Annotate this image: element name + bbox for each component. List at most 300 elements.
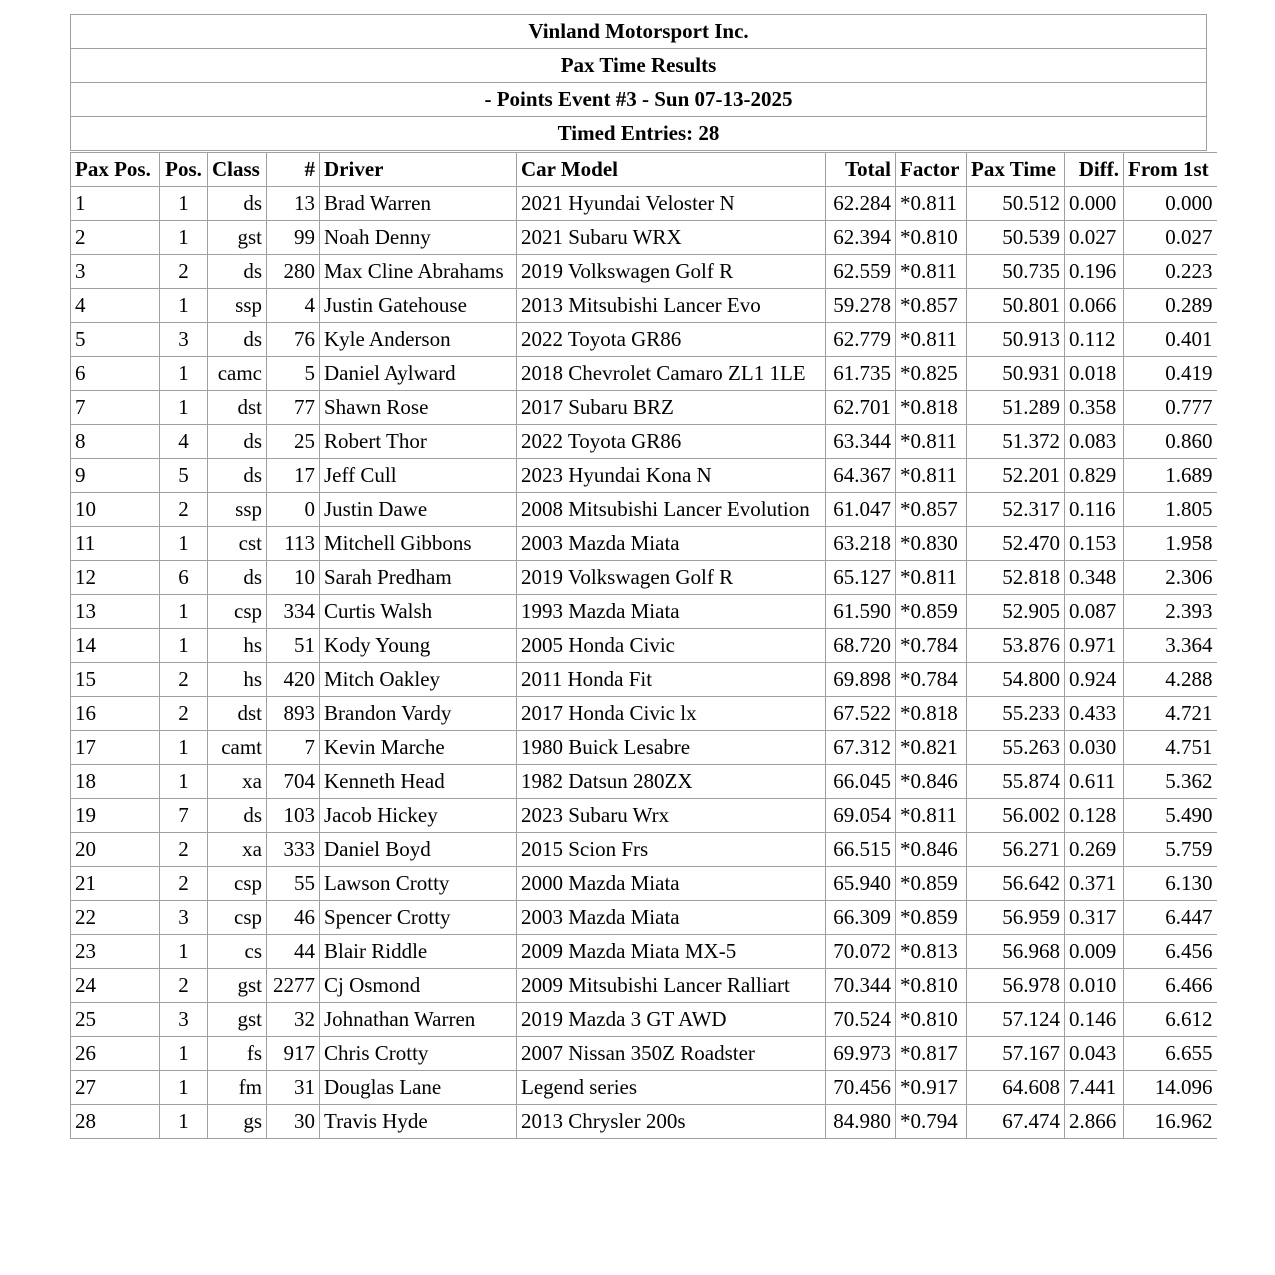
cell-class: ssp <box>208 289 267 323</box>
report-header <box>70 14 1207 151</box>
cell-total: 66.515 <box>826 833 896 867</box>
cell-pax-pos: 28 <box>71 1105 160 1139</box>
column-header-pax-time: Pax Time <box>967 153 1065 187</box>
cell-total: 84.980 <box>826 1105 896 1139</box>
cell-diff: 0.083 <box>1065 425 1124 459</box>
cell-car-model: 2022 Toyota GR86 <box>517 425 826 459</box>
cell-pos: 2 <box>160 867 208 901</box>
cell-factor: *0.857 <box>896 493 967 527</box>
cell-total: 62.284 <box>826 187 896 221</box>
table-row <box>71 425 1217 459</box>
cell-driver: Mitch Oakley <box>320 663 517 697</box>
cell-pax-pos: 14 <box>71 629 160 663</box>
table-row <box>71 459 1217 493</box>
cell-pos: 1 <box>160 527 208 561</box>
cell-class: gs <box>208 1105 267 1139</box>
table-row <box>71 663 1217 697</box>
cell-pax-time: 51.372 <box>967 425 1065 459</box>
cell-car-number: 17 <box>267 459 320 493</box>
cell-factor: *0.813 <box>896 935 967 969</box>
cell-pax-time: 50.512 <box>967 187 1065 221</box>
cell-factor: *0.859 <box>896 867 967 901</box>
cell-car-model: 2019 Volkswagen Golf R <box>517 561 826 595</box>
cell-from-first: 5.490 <box>1124 799 1217 833</box>
cell-class: hs <box>208 629 267 663</box>
cell-diff: 0.317 <box>1065 901 1124 935</box>
cell-pos: 1 <box>160 731 208 765</box>
cell-pos: 7 <box>160 799 208 833</box>
header-row <box>71 153 1217 187</box>
cell-car-number: 893 <box>267 697 320 731</box>
cell-from-first: 6.447 <box>1124 901 1217 935</box>
cell-from-first: 2.393 <box>1124 595 1217 629</box>
cell-class: csp <box>208 901 267 935</box>
cell-pax-time: 50.913 <box>967 323 1065 357</box>
cell-from-first: 4.721 <box>1124 697 1217 731</box>
cell-pax-pos: 26 <box>71 1037 160 1071</box>
cell-from-first: 14.096 <box>1124 1071 1217 1105</box>
cell-factor: *0.846 <box>896 765 967 799</box>
cell-pax-pos: 2 <box>71 221 160 255</box>
table-row <box>71 255 1217 289</box>
cell-factor: *0.784 <box>896 663 967 697</box>
cell-pax-time: 50.801 <box>967 289 1065 323</box>
cell-pax-pos: 25 <box>71 1003 160 1037</box>
column-header-diff: Diff. <box>1065 153 1124 187</box>
cell-from-first: 0.223 <box>1124 255 1217 289</box>
cell-car-number: 51 <box>267 629 320 663</box>
cell-car-number: 46 <box>267 901 320 935</box>
cell-pos: 4 <box>160 425 208 459</box>
cell-car-model: Legend series <box>517 1071 826 1105</box>
table-row <box>71 969 1217 1003</box>
cell-car-model: 2013 Mitsubishi Lancer Evo <box>517 289 826 323</box>
table-row <box>71 765 1217 799</box>
cell-total: 70.524 <box>826 1003 896 1037</box>
table-row <box>71 187 1217 221</box>
cell-car-number: 334 <box>267 595 320 629</box>
cell-total: 69.973 <box>826 1037 896 1071</box>
cell-from-first: 0.289 <box>1124 289 1217 323</box>
table-row <box>71 357 1217 391</box>
cell-diff: 0.269 <box>1065 833 1124 867</box>
cell-car-model: 2018 Chevrolet Camaro ZL1 1LE <box>517 357 826 391</box>
table-row <box>71 221 1217 255</box>
cell-pax-time: 54.800 <box>967 663 1065 697</box>
cell-pos: 1 <box>160 935 208 969</box>
cell-car-model: 2008 Mitsubishi Lancer Evolution <box>517 493 826 527</box>
cell-driver: Johnathan Warren <box>320 1003 517 1037</box>
cell-driver: Daniel Boyd <box>320 833 517 867</box>
cell-pax-time: 50.931 <box>967 357 1065 391</box>
cell-car-number: 7 <box>267 731 320 765</box>
cell-factor: *0.818 <box>896 697 967 731</box>
cell-pax-pos: 24 <box>71 969 160 1003</box>
cell-diff: 0.433 <box>1065 697 1124 731</box>
cell-car-number: 4 <box>267 289 320 323</box>
cell-pax-pos: 11 <box>71 527 160 561</box>
cell-from-first: 6.466 <box>1124 969 1217 1003</box>
cell-diff: 0.010 <box>1065 969 1124 1003</box>
cell-pax-time: 52.818 <box>967 561 1065 595</box>
cell-driver: Brad Warren <box>320 187 517 221</box>
cell-diff: 0.027 <box>1065 221 1124 255</box>
cell-pax-time: 56.978 <box>967 969 1065 1003</box>
cell-driver: Noah Denny <box>320 221 517 255</box>
cell-driver: Chris Crotty <box>320 1037 517 1071</box>
cell-from-first: 3.364 <box>1124 629 1217 663</box>
cell-factor: *0.825 <box>896 357 967 391</box>
cell-pos: 2 <box>160 969 208 1003</box>
cell-driver: Justin Dawe <box>320 493 517 527</box>
cell-diff: 0.043 <box>1065 1037 1124 1071</box>
cell-from-first: 0.000 <box>1124 187 1217 221</box>
cell-factor: *0.811 <box>896 561 967 595</box>
cell-total: 66.045 <box>826 765 896 799</box>
cell-pos: 1 <box>160 629 208 663</box>
cell-driver: Justin Gatehouse <box>320 289 517 323</box>
cell-car-number: 32 <box>267 1003 320 1037</box>
cell-driver: Mitchell Gibbons <box>320 527 517 561</box>
cell-factor: *0.830 <box>896 527 967 561</box>
cell-pax-pos: 6 <box>71 357 160 391</box>
cell-from-first: 6.655 <box>1124 1037 1217 1071</box>
table-row <box>71 833 1217 867</box>
cell-driver: Douglas Lane <box>320 1071 517 1105</box>
cell-driver: Max Cline Abrahams <box>320 255 517 289</box>
table-row <box>71 493 1217 527</box>
cell-from-first: 1.689 <box>1124 459 1217 493</box>
cell-pax-time: 56.002 <box>967 799 1065 833</box>
cell-factor: *0.784 <box>896 629 967 663</box>
table-row <box>71 1003 1217 1037</box>
cell-total: 70.344 <box>826 969 896 1003</box>
cell-car-number: 5 <box>267 357 320 391</box>
cell-class: dst <box>208 697 267 731</box>
cell-car-model: 2023 Hyundai Kona N <box>517 459 826 493</box>
cell-class: ds <box>208 255 267 289</box>
cell-class: fm <box>208 1071 267 1105</box>
cell-diff: 0.971 <box>1065 629 1124 663</box>
cell-car-model: 1982 Datsun 280ZX <box>517 765 826 799</box>
cell-car-number: 917 <box>267 1037 320 1071</box>
cell-pos: 1 <box>160 1105 208 1139</box>
cell-from-first: 0.419 <box>1124 357 1217 391</box>
cell-pax-pos: 17 <box>71 731 160 765</box>
cell-total: 69.898 <box>826 663 896 697</box>
cell-total: 65.940 <box>826 867 896 901</box>
cell-car-model: 2022 Toyota GR86 <box>517 323 826 357</box>
cell-driver: Daniel Aylward <box>320 357 517 391</box>
cell-pax-pos: 23 <box>71 935 160 969</box>
cell-total: 66.309 <box>826 901 896 935</box>
cell-car-number: 103 <box>267 799 320 833</box>
cell-from-first: 0.860 <box>1124 425 1217 459</box>
column-header-pos: Pos. <box>160 153 208 187</box>
cell-class: ds <box>208 425 267 459</box>
cell-from-first: 2.306 <box>1124 561 1217 595</box>
cell-car-number: 44 <box>267 935 320 969</box>
cell-diff: 0.112 <box>1065 323 1124 357</box>
cell-pax-time: 57.167 <box>967 1037 1065 1071</box>
cell-pos: 2 <box>160 255 208 289</box>
cell-class: hs <box>208 663 267 697</box>
column-header-from-first: From 1st <box>1124 153 1217 187</box>
cell-driver: Lawson Crotty <box>320 867 517 901</box>
table-row <box>71 799 1217 833</box>
cell-diff: 0.030 <box>1065 731 1124 765</box>
table-row <box>71 527 1217 561</box>
cell-car-number: 280 <box>267 255 320 289</box>
results-body <box>71 187 1217 1139</box>
table-row <box>71 1037 1217 1071</box>
cell-pax-pos: 19 <box>71 799 160 833</box>
cell-pos: 1 <box>160 1037 208 1071</box>
cell-pax-time: 52.905 <box>967 595 1065 629</box>
cell-driver: Cj Osmond <box>320 969 517 1003</box>
cell-pax-time: 64.608 <box>967 1071 1065 1105</box>
cell-factor: *0.859 <box>896 595 967 629</box>
column-header-class: Class <box>208 153 267 187</box>
cell-from-first: 0.027 <box>1124 221 1217 255</box>
cell-factor: *0.811 <box>896 799 967 833</box>
cell-class: cs <box>208 935 267 969</box>
cell-class: dst <box>208 391 267 425</box>
cell-pax-pos: 7 <box>71 391 160 425</box>
cell-diff: 0.196 <box>1065 255 1124 289</box>
cell-diff: 7.441 <box>1065 1071 1124 1105</box>
cell-pax-time: 56.968 <box>967 935 1065 969</box>
cell-pax-pos: 9 <box>71 459 160 493</box>
cell-pax-pos: 1 <box>71 187 160 221</box>
cell-pax-pos: 8 <box>71 425 160 459</box>
cell-from-first: 0.777 <box>1124 391 1217 425</box>
cell-car-number: 77 <box>267 391 320 425</box>
company-name: Vinland Motorsport Inc. <box>71 15 1207 49</box>
cell-car-model: 2003 Mazda Miata <box>517 527 826 561</box>
cell-car-number: 55 <box>267 867 320 901</box>
cell-pax-time: 56.959 <box>967 901 1065 935</box>
cell-total: 62.701 <box>826 391 896 425</box>
column-header-factor: Factor <box>896 153 967 187</box>
cell-pax-time: 67.474 <box>967 1105 1065 1139</box>
cell-pax-time: 52.470 <box>967 527 1065 561</box>
cell-pax-time: 55.874 <box>967 765 1065 799</box>
cell-total: 62.394 <box>826 221 896 255</box>
cell-from-first: 4.288 <box>1124 663 1217 697</box>
cell-driver: Kody Young <box>320 629 517 663</box>
cell-pos: 6 <box>160 561 208 595</box>
cell-from-first: 6.456 <box>1124 935 1217 969</box>
cell-factor: *0.917 <box>896 1071 967 1105</box>
cell-factor: *0.810 <box>896 1003 967 1037</box>
cell-car-number: 113 <box>267 527 320 561</box>
cell-car-model: 2021 Subaru WRX <box>517 221 826 255</box>
table-row <box>71 697 1217 731</box>
cell-total: 61.735 <box>826 357 896 391</box>
cell-pax-time: 50.539 <box>967 221 1065 255</box>
cell-total: 59.278 <box>826 289 896 323</box>
cell-diff: 0.358 <box>1065 391 1124 425</box>
cell-pax-pos: 21 <box>71 867 160 901</box>
cell-from-first: 6.612 <box>1124 1003 1217 1037</box>
cell-class: gst <box>208 1003 267 1037</box>
column-header-total: Total <box>826 153 896 187</box>
cell-pos: 5 <box>160 459 208 493</box>
cell-class: xa <box>208 765 267 799</box>
cell-total: 65.127 <box>826 561 896 595</box>
cell-pos: 1 <box>160 221 208 255</box>
cell-total: 67.312 <box>826 731 896 765</box>
cell-pax-time: 56.271 <box>967 833 1065 867</box>
cell-factor: *0.794 <box>896 1105 967 1139</box>
table-row <box>71 1071 1217 1105</box>
column-header-driver: Driver <box>320 153 517 187</box>
cell-car-model: 1993 Mazda Miata <box>517 595 826 629</box>
results-header <box>71 153 1217 187</box>
cell-driver: Kevin Marche <box>320 731 517 765</box>
table-row <box>71 323 1217 357</box>
cell-class: ds <box>208 561 267 595</box>
cell-pax-pos: 13 <box>71 595 160 629</box>
cell-from-first: 1.958 <box>1124 527 1217 561</box>
cell-from-first: 5.759 <box>1124 833 1217 867</box>
column-header-car-model: Car Model <box>517 153 826 187</box>
table-row <box>71 561 1217 595</box>
cell-class: csp <box>208 595 267 629</box>
cell-pax-pos: 15 <box>71 663 160 697</box>
cell-car-number: 2277 <box>267 969 320 1003</box>
cell-total: 67.522 <box>826 697 896 731</box>
cell-pax-time: 55.233 <box>967 697 1065 731</box>
cell-pax-pos: 18 <box>71 765 160 799</box>
column-header-pax-pos: Pax Pos. <box>71 153 160 187</box>
cell-driver: Robert Thor <box>320 425 517 459</box>
cell-class: ds <box>208 799 267 833</box>
table-row <box>71 629 1217 663</box>
cell-pos: 2 <box>160 697 208 731</box>
entries-count: Timed Entries: 28 <box>71 117 1207 151</box>
cell-diff: 0.128 <box>1065 799 1124 833</box>
cell-pax-pos: 3 <box>71 255 160 289</box>
cell-car-model: 2023 Subaru Wrx <box>517 799 826 833</box>
cell-pax-time: 57.124 <box>967 1003 1065 1037</box>
cell-driver: Shawn Rose <box>320 391 517 425</box>
cell-class: ssp <box>208 493 267 527</box>
cell-car-model: 2015 Scion Frs <box>517 833 826 867</box>
table-row <box>71 901 1217 935</box>
cell-factor: *0.811 <box>896 323 967 357</box>
cell-pos: 1 <box>160 391 208 425</box>
cell-pos: 1 <box>160 765 208 799</box>
cell-factor: *0.846 <box>896 833 967 867</box>
cell-driver: Jacob Hickey <box>320 799 517 833</box>
cell-pax-pos: 10 <box>71 493 160 527</box>
cell-factor: *0.811 <box>896 255 967 289</box>
cell-factor: *0.810 <box>896 221 967 255</box>
cell-from-first: 0.401 <box>1124 323 1217 357</box>
cell-pos: 2 <box>160 493 208 527</box>
cell-diff: 2.866 <box>1065 1105 1124 1139</box>
cell-pos: 2 <box>160 663 208 697</box>
cell-pos: 1 <box>160 357 208 391</box>
cell-from-first: 1.805 <box>1124 493 1217 527</box>
cell-car-model: 2009 Mitsubishi Lancer Ralliart <box>517 969 826 1003</box>
cell-diff: 0.611 <box>1065 765 1124 799</box>
cell-class: gst <box>208 221 267 255</box>
cell-total: 70.456 <box>826 1071 896 1105</box>
cell-diff: 0.018 <box>1065 357 1124 391</box>
cell-pos: 1 <box>160 187 208 221</box>
cell-pos: 3 <box>160 1003 208 1037</box>
cell-class: fs <box>208 1037 267 1071</box>
cell-pax-time: 51.289 <box>967 391 1065 425</box>
cell-diff: 0.000 <box>1065 187 1124 221</box>
cell-car-model: 2017 Subaru BRZ <box>517 391 826 425</box>
cell-total: 62.779 <box>826 323 896 357</box>
table-row <box>71 935 1217 969</box>
cell-diff: 0.829 <box>1065 459 1124 493</box>
cell-pax-pos: 4 <box>71 289 160 323</box>
cell-factor: *0.857 <box>896 289 967 323</box>
cell-class: gst <box>208 969 267 1003</box>
table-row <box>71 867 1217 901</box>
cell-car-model: 2003 Mazda Miata <box>517 901 826 935</box>
cell-factor: *0.811 <box>896 425 967 459</box>
column-header-car-number: # <box>267 153 320 187</box>
cell-car-model: 2011 Honda Fit <box>517 663 826 697</box>
cell-driver: Travis Hyde <box>320 1105 517 1139</box>
cell-diff: 0.153 <box>1065 527 1124 561</box>
cell-driver: Jeff Cull <box>320 459 517 493</box>
cell-class: ds <box>208 323 267 357</box>
cell-driver: Curtis Walsh <box>320 595 517 629</box>
event-title: - Points Event #3 - Sun 07-13-2025 <box>71 83 1207 117</box>
cell-pax-time: 53.876 <box>967 629 1065 663</box>
cell-total: 68.720 <box>826 629 896 663</box>
cell-pax-time: 50.735 <box>967 255 1065 289</box>
cell-factor: *0.811 <box>896 459 967 493</box>
cell-factor: *0.810 <box>896 969 967 1003</box>
cell-pos: 1 <box>160 1071 208 1105</box>
cell-car-model: 2019 Mazda 3 GT AWD <box>517 1003 826 1037</box>
cell-car-model: 2013 Chrysler 200s <box>517 1105 826 1139</box>
cell-from-first: 5.362 <box>1124 765 1217 799</box>
cell-factor: *0.818 <box>896 391 967 425</box>
cell-pax-pos: 12 <box>71 561 160 595</box>
cell-driver: Sarah Predham <box>320 561 517 595</box>
cell-car-model: 2005 Honda Civic <box>517 629 826 663</box>
cell-class: camt <box>208 731 267 765</box>
cell-factor: *0.811 <box>896 187 967 221</box>
cell-pax-time: 55.263 <box>967 731 1065 765</box>
cell-driver: Kyle Anderson <box>320 323 517 357</box>
cell-pos: 3 <box>160 323 208 357</box>
cell-driver: Kenneth Head <box>320 765 517 799</box>
cell-car-model: 2017 Honda Civic lx <box>517 697 826 731</box>
cell-factor: *0.859 <box>896 901 967 935</box>
cell-car-number: 30 <box>267 1105 320 1139</box>
cell-total: 64.367 <box>826 459 896 493</box>
cell-class: ds <box>208 459 267 493</box>
cell-diff: 0.066 <box>1065 289 1124 323</box>
cell-total: 63.218 <box>826 527 896 561</box>
cell-total: 61.047 <box>826 493 896 527</box>
cell-car-model: 2000 Mazda Miata <box>517 867 826 901</box>
cell-driver: Brandon Vardy <box>320 697 517 731</box>
cell-car-model: 1980 Buick Lesabre <box>517 731 826 765</box>
cell-from-first: 4.751 <box>1124 731 1217 765</box>
